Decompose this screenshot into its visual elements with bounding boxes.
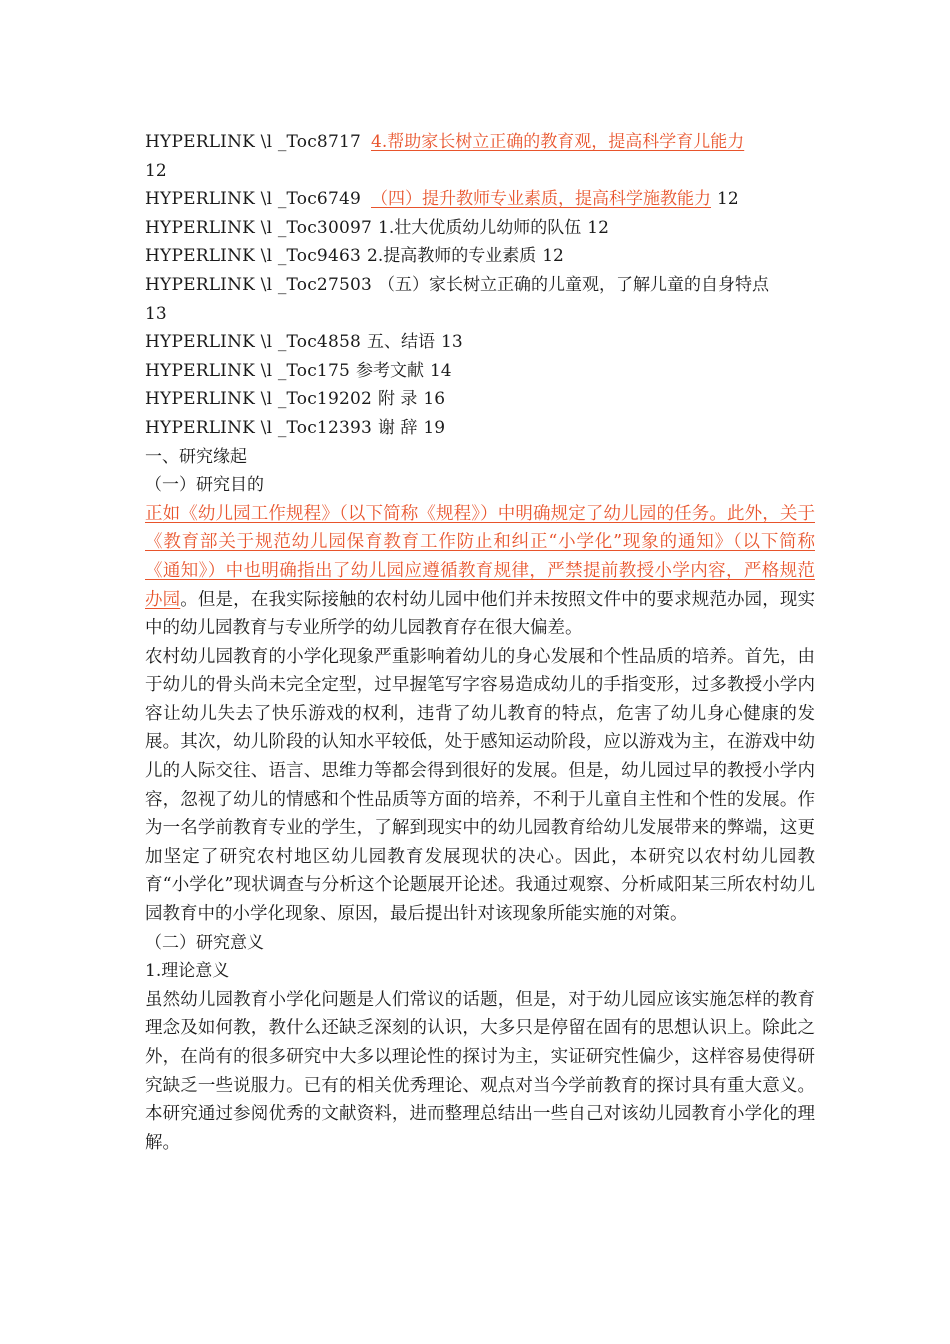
toc-field-code: HYPERLINK \l _Toc9463 xyxy=(145,246,361,267)
toc-entry[interactable] xyxy=(145,385,815,414)
paragraph-text: 。但是，在我实际接触的农村幼儿园中他们并未按照文件中的要求规范办园，现实中的幼儿园教育与专业所学的幼儿园教育存在很大偏差。 xyxy=(145,589,816,639)
subsection-heading: （一）研究目的 xyxy=(145,475,264,496)
toc-field-code: HYPERLINK \l _Toc175 xyxy=(145,360,350,381)
toc-entry-title: 附 录 xyxy=(378,389,418,410)
toc-page-number: 12 xyxy=(542,246,564,267)
toc-page-number: 19 xyxy=(423,417,446,438)
toc-field-code: HYPERLINK \l _Toc12393 xyxy=(145,417,373,438)
toc-field-code: HYPERLINK \l _Toc27503 xyxy=(145,274,373,295)
subsubsection-heading: 1.理论意义 xyxy=(145,961,230,982)
toc-field-code: HYPERLINK \l _Toc19202 xyxy=(145,389,373,410)
toc-page-number: 16 xyxy=(423,389,446,410)
toc-entry-title: 参考文献 xyxy=(355,360,424,381)
toc-page-number: 14 xyxy=(429,360,452,381)
toc-entry-title: （五）家长树立正确的儿童观，了解儿童的自身特点 xyxy=(378,274,770,295)
toc-page-number: 13 xyxy=(441,332,463,353)
toc-entry[interactable] xyxy=(145,271,815,300)
section-heading: 一、研究缘起 xyxy=(145,446,247,467)
toc-entry[interactable] xyxy=(145,414,815,443)
toc-page-number: 13 xyxy=(145,303,167,324)
toc-entry[interactable] xyxy=(145,328,815,357)
toc-entry-link[interactable]: （四）提升教师专业素质，提高科学施教能力 xyxy=(371,189,711,210)
paragraph-purpose xyxy=(145,500,815,643)
subsection-heading: （二）研究意义 xyxy=(145,932,264,953)
toc-page-number: 12 xyxy=(587,217,609,238)
document-page xyxy=(145,128,815,1157)
toc-page-number: 12 xyxy=(145,160,167,181)
toc-entry-title: 五、结语 xyxy=(367,332,435,353)
toc-entry-title: 1.壮大优质幼儿幼师的队伍 xyxy=(378,217,582,238)
toc-entry[interactable] xyxy=(145,357,815,386)
toc-field-code: HYPERLINK \l _Toc30097 xyxy=(145,217,373,238)
toc-field-code: HYPERLINK \l _Toc6749 xyxy=(145,189,361,210)
toc-entry[interactable] xyxy=(145,128,815,157)
toc-entry-title: 2.提高教师的专业素质 xyxy=(367,246,537,267)
toc-field-code: HYPERLINK \l _Toc4858 xyxy=(145,332,361,353)
paragraph-theory: 虽然幼儿园教育小学化问题是人们常议的话题，但是，对于幼儿园应该实施怎样的教育理念及如何教，教什么还缺乏深刻的认识，大多只是停留在固有的思想认识上。除此之外，在尚有的很多研究中大多以理论性的探讨为主，实证研究性偏少，这样容易使得研究缺乏一些说服力。已有的相关优秀理论、观点对当今学前教育的探讨具有重大意义。本研究通过参阅优秀的文献资料，进而整理总结出一些自己对该幼儿园教育小学化的理解。 xyxy=(145,989,815,1153)
regulation-link[interactable]: 正如《幼儿园工作规程》（以下简称《规程》）中明确规定了幼儿园的任务。此外，关于《教育部关于规范幼儿园保育教育工作防止和纠正“小学化”现象的通知》（以下简称《通知》）中也明确指出了幼儿园应遵循教育规律，严禁提前教授小学内容，严格规范办园 xyxy=(145,503,815,610)
paragraph-impact: 农村幼儿园教育的小学化现象严重影响着幼儿的身心发展和个性品质的培养。首先，由于幼儿的骨头尚未完全定型，过早握笔写字容易造成幼儿的手指变形，过多教授小学内容让幼儿失去了快乐游戏的权利，违背了幼儿教育的特点，危害了幼儿身心健康的发展。其次，幼儿阶段的认知水平较低，处于感知运动阶段，应以游戏为主，在游戏中幼儿的人际交往、语言、思维力等都会得到很好的发展。但是，幼儿园过早的教授小学内容，忽视了幼儿的情感和个性品质等方面的培养，不利于儿童自主性和个性的发展。作为一名学前教育专业的学生，了解到现实中的幼儿园教育给幼儿发展带来的弊端，这更加坚定了研究农村地区幼儿园教育发展现状的决心。因此，本研究以农村幼儿园教育“小学化”现状调查与分析这个论题展开论述。我通过观察、分析咸阳某三所农村幼儿园教育中的小学化现象、原因，最后提出针对该现象所能实施的对策。 xyxy=(145,646,815,925)
toc-entry[interactable] xyxy=(145,242,815,271)
toc-page-number: 12 xyxy=(717,189,739,210)
toc-entry[interactable] xyxy=(145,185,815,214)
toc-field-code: HYPERLINK \l _Toc8717 xyxy=(145,132,361,152)
toc-entry-link[interactable]: 4.帮助家长树立正确的教育观，提高科学育儿能力 xyxy=(371,132,745,152)
toc-entry[interactable] xyxy=(145,214,815,243)
toc-entry-title: 谢 辞 xyxy=(378,417,418,438)
